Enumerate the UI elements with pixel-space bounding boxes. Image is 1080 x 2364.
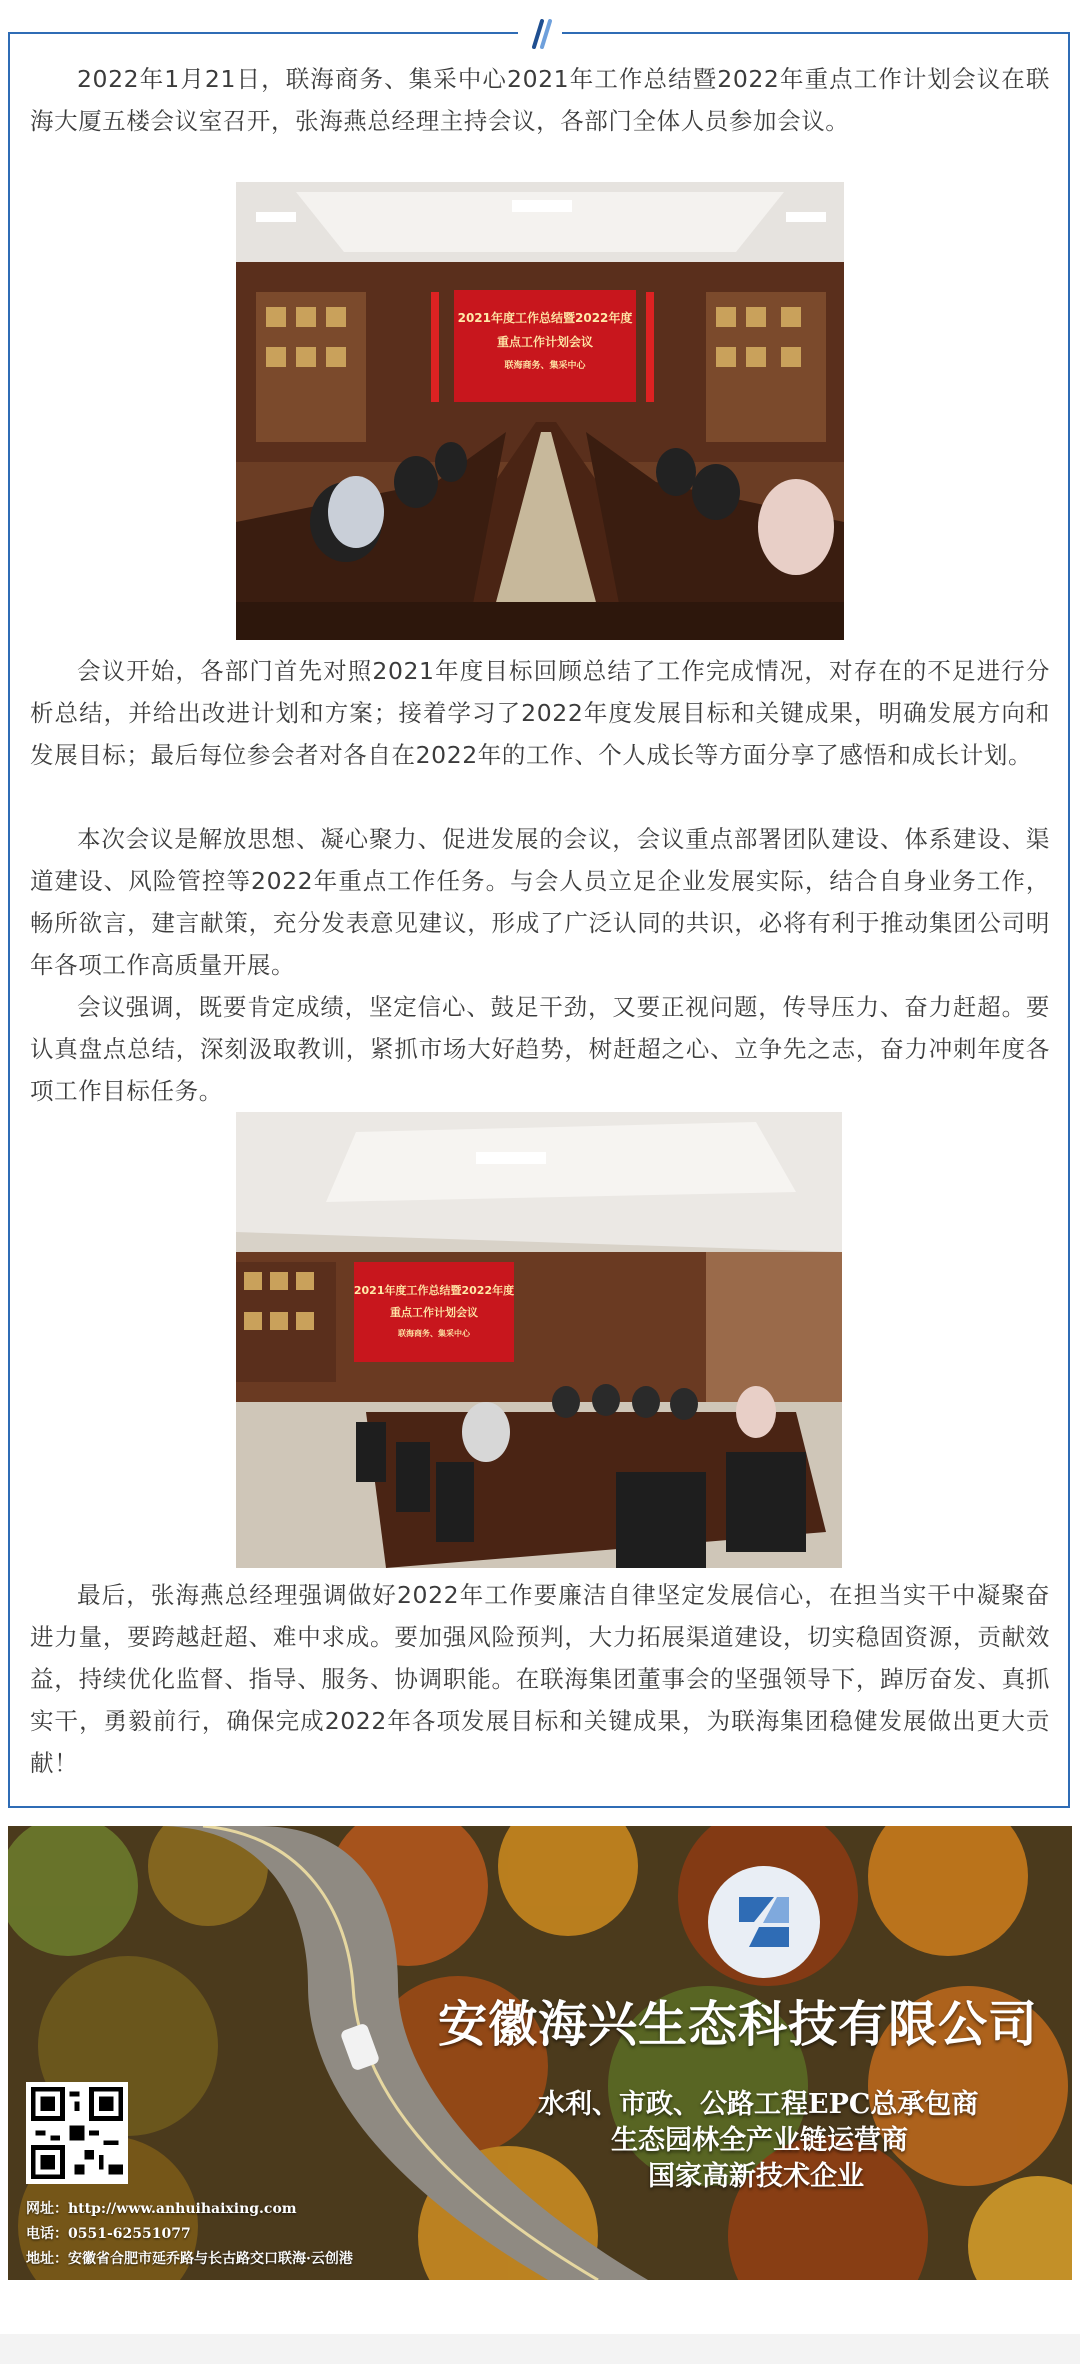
- photo2-screen-line3: 联海商务、集采中心: [398, 1329, 470, 1338]
- photo2-screen-line2: 重点工作计划会议: [390, 1306, 478, 1319]
- double-slash-decoration-icon: [518, 16, 562, 52]
- meeting-photo-1: [236, 182, 844, 640]
- article-paragraph-2: 会议开始，各部门首先对照2021年度目标回顾总结了工作完成情况，对存在的不足进行分析总结，并给出改进计划和方案；接着学习了2022年度发展目标和关键成果，明确发展方向和发展目标；最后每位参会者对各自在2022年的工作、个人成长等方面分享了感悟和成长计划。: [30, 657, 1050, 769]
- contact-website: 网址：http://www.anhuihaixing.com: [26, 2201, 297, 2217]
- photo1-screen-line3: 联海商务、集采中心: [504, 361, 586, 371]
- bottom-bar: [0, 2334, 1080, 2364]
- tagline-1: 水利、市政、公路工程EPC总承包商: [538, 2089, 979, 2120]
- photo1-screen-line1: 2021年度工作总结暨2022年度: [457, 311, 633, 325]
- qr-code-icon: [26, 2082, 128, 2184]
- photo2-screen-line1: 2021年度工作总结暨2022年度: [353, 1284, 515, 1297]
- article-paragraph-4: 会议强调，既要肯定成绩，坚定信心、鼓足干劲，又要正视问题，传导压力、奋力赶超。要认真盘点总结，深刻汲取教训，紧抓市场大好趋势，树赶超之心、立争先之志，奋力冲刺年度各项工作目标任务。: [30, 993, 1050, 1105]
- photo1-screen-line2: 重点工作计划会议: [496, 335, 594, 349]
- meeting-photo-2: [236, 1112, 842, 1568]
- company-name: 安徽海兴生态科技有限公司: [438, 1995, 1039, 2053]
- tagline-3: 国家高新技术企业: [648, 2161, 864, 2192]
- article-paragraph-3: 本次会议是解放思想、凝心聚力、促进发展的会议，会议重点部署团队建设、体系建设、渠道建设、风险管控等2022年重点工作任务。与会人员立足企业发展实际，结合自身业务工作，畅所欲言，建言献策，充分发表意见建议，形成了广泛认同的共识，必将有利于推动集团公司明年各项工作高质量开展。: [30, 825, 1050, 979]
- article-paragraph-1: 2022年1月21日，联海商务、集采中心2021年工作总结暨2022年重点工作计划会议在联海大厦五楼会议室召开，张海燕总经理主持会议，各部门全体人员参加会议。: [30, 65, 1050, 135]
- tagline-2: 生态园林全产业链运营商: [611, 2125, 908, 2156]
- company-logo-icon: [708, 1866, 820, 1978]
- article-paragraph-5: 最后，张海燕总经理强调做好2022年工作要廉洁自律坚定发展信心，在担当实干中凝聚奋进力量，要跨越赶超、难中求成。要加强风险预判，大力拓展渠道建设，切实稳固资源，贡献效益，持续优化监督、指导、服务、协调职能。在联海集团董事会的坚强领导下，踔厉奋发、真抓实干，勇毅前行，确保完成2022年各项发展目标和关键成果，为联海集团稳健发展做出更大贡献！: [30, 1581, 1050, 1777]
- company-ad-banner: [8, 1826, 1072, 2280]
- contact-phone: 电话：0551-62551077: [26, 2226, 191, 2242]
- contact-address: 地址：安徽省合肥市延乔路与长古路交口联海·云创港: [26, 2251, 353, 2267]
